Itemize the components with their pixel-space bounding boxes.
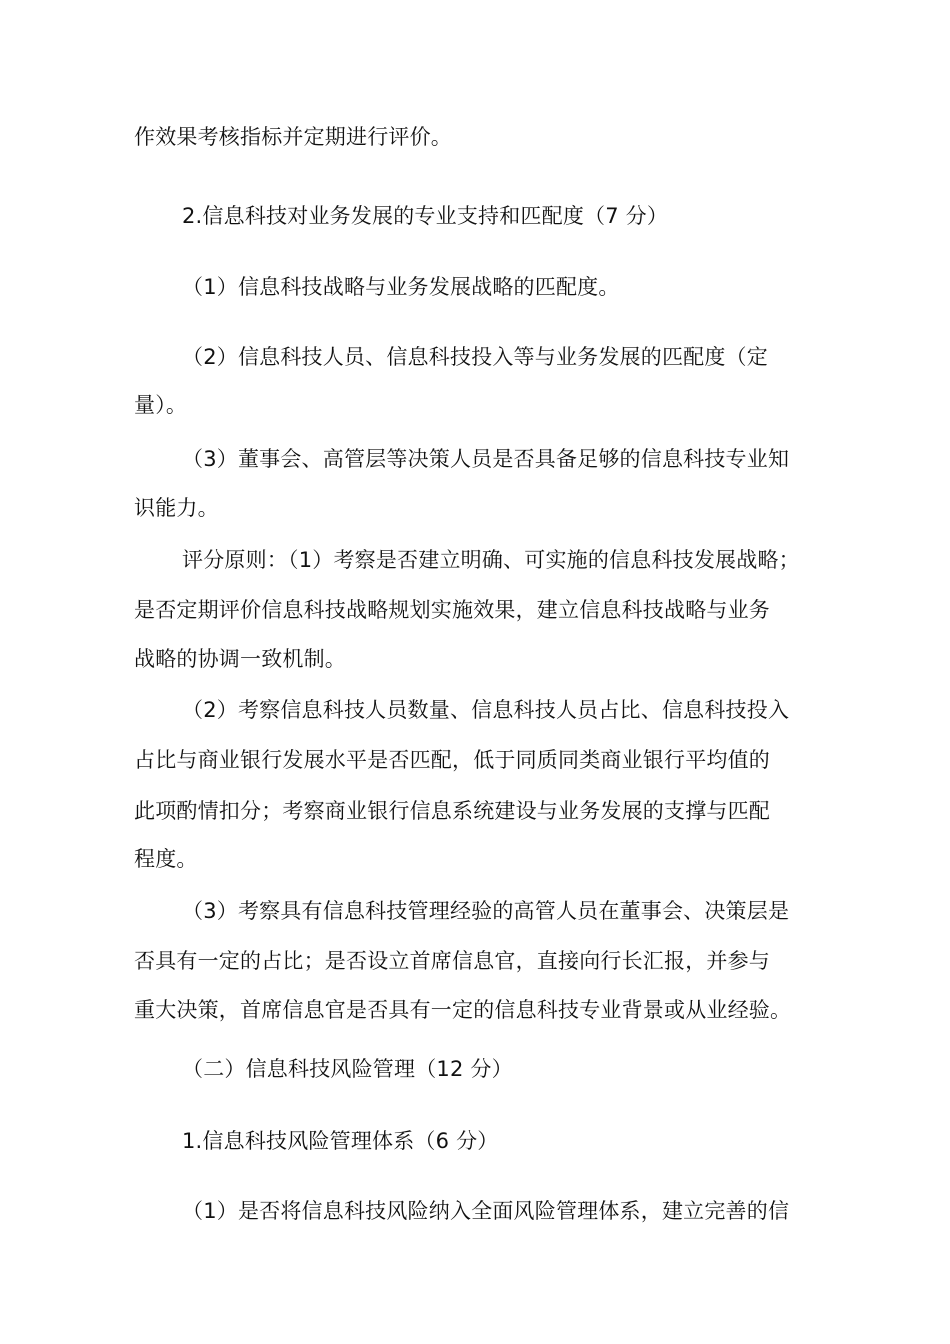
text-line: 评分原则：（1）考察是否建立明确、可实施的信息科技发展战略； <box>182 548 800 572</box>
text-line: 程度。 <box>134 847 198 871</box>
text-line: 是否定期评价信息科技战略规划实施效果，建立信息科技战略与业务 <box>134 598 770 622</box>
text-line: 作效果考核指标并定期进行评价。 <box>134 125 452 149</box>
text-line: （2）信息科技人员、信息科技投入等与业务发展的匹配度（定 <box>182 345 768 369</box>
text-line: 重大决策，首席信息官是否具有一定的信息科技专业背景或从业经验。 <box>134 998 792 1022</box>
text-line: （1）是否将信息科技风险纳入全面风险管理体系，建立完善的信 <box>182 1199 790 1223</box>
text-line: 量）。 <box>134 393 188 417</box>
text-line: 否具有一定的占比；是否设立首席信息官，直接向行长汇报，并参与 <box>134 949 770 973</box>
text-line: 此项酌情扣分；考察商业银行信息系统建设与业务发展的支撑与匹配 <box>134 799 770 823</box>
section-heading: 2.信息科技对业务发展的专业支持和匹配度（7 分） <box>182 204 669 228</box>
text-line: 占比与商业银行发展水平是否匹配，低于同质同类商业银行平均值的 <box>134 748 770 772</box>
text-line: （1）信息科技战略与业务发展战略的匹配度。 <box>182 275 620 299</box>
section-heading: 1.信息科技风险管理体系（6 分） <box>182 1129 499 1153</box>
text-line: （3）董事会、高管层等决策人员是否具备足够的信息科技专业知 <box>182 447 790 471</box>
text-line: （3）考察具有信息科技管理经验的高管人员在董事会、决策层是 <box>182 899 790 923</box>
text-line: 战略的协调一致机制。 <box>134 647 346 671</box>
text-line: （2）考察信息科技人员数量、信息科技人员占比、信息科技投入 <box>182 698 790 722</box>
section-heading: （二）信息科技风险管理（12 分） <box>182 1057 513 1081</box>
text-line: 识能力。 <box>134 496 219 520</box>
